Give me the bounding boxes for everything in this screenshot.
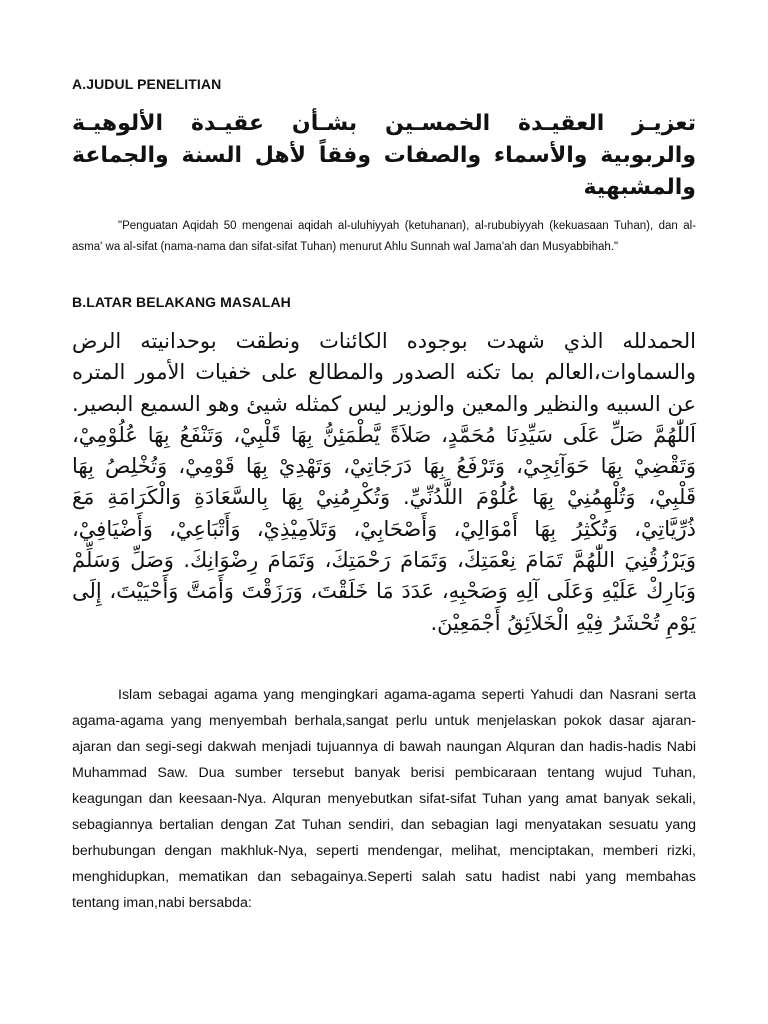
section-a-heading: A.JUDUL PENELITIAN bbox=[72, 76, 222, 92]
section-b-heading: B.LATAR BELAKANG MASALAH bbox=[72, 294, 291, 310]
arabic-research-title: تعزيـز العقيـدة الخمسـين بشـأن عقيـدة الألوهيـة والربوبية والأسماء والصفات وفقاً لأهل السنة والجماعة والمشبهية bbox=[72, 111, 696, 200]
title-translation: "Penguatan Aqidah 50 mengenai aqidah al-uluhiyyah (ketuhanan), al-rububiyyah (kekuasaan Tuhan), dan al-asma' wa al-sifat (nama-nama dan sifat-sifat Tuhan) menurut Ahlu Sunnah wal Jama'ah dan Musyabbihah." bbox=[72, 220, 696, 253]
background-paragraph: Islam sebagai agama yang mengingkari agama-agama seperti Yahudi dan Nasrani serta agama-agama yang menyembah berhala,sangat perlu untuk menjelaskan pokok dasar ajaran-ajaran dan segi-segi dakwah menjadi tujuannya di bawah naungan Alquran dan hadis-hadis Nabi Muhammad Saw. Dua sumber tersebut banyak berisi pembicaraan tentang wujud Tuhan, keagungan dan keesaan-Nya. Alquran menyebutkan sifat-sifat Tuhan yang amat banyak sekali, sebagiannya bertalian dengan Zat Tuhan sendiri, dan sebagian lagi menyatakan sesuatu yang berhubungan dengan makhluk-Nya, seperti mendengar, melihat, menciptakan, memberi rizki, menghidupkan, mematikan dan sebagainya.Seperti salah satu hadist nabi yang membahas tentang iman,nabi bersabda: bbox=[72, 687, 696, 911]
arabic-opening-prayer: الحمدلله الذي شهدت بوجوده الكائنات ونطقت بوحدانيته الرض والسماوات،العالم بما تكنه الصدور والمطالع على خفيات الأمور المتره عن السبيه والنظير والمعين والوزير ليس كمثله شيئ وهو السميع البصير. اَللّٰهُمَّ صَلِّ عَلَى سَيِّدِنَا مُحَمَّدٍ، صَلاَةً يَّطْمَئِنُّ بِهَا قَلْبِيْ، وَتَنْفَعُ بِهَا عُلُوْمِيْ، وَتَقْضِيْ بِهَا حَوَآئِجِيْ، وَتَرْفَعُ بِهَا دَرَجَاتِيْ، وَتَهْدِيْ بِهَا قَوْمِيْ، وَتُخْلِصُ بِهَا قَلْبِيْ، وَتُلْهِمُنِيْ بِهَا عُلُوْمَ اللَّدُنِّيِّ. وَتُكْرِمُنِيْ بِهَا بِالسَّعَادَةِ وَالْكَرَامَةِ مَعَ ذُرِّيَّاتِيْ، وَتُكْثِرُ بِهَا أَمْوَالِيْ، وَأَصْحَابِيْ، وَتَلاَمِيْذِيْ، وَأَتْبَاعِيْ، وَأَضْيَافِيْ، وَيَرْزُقُنِيَ اللّٰهُمَّ تَمَامَ نِعْمَتِكَ، وَتَمَامَ رَحْمَتِكَ، وَتَمَامَ رِضْوَانِكَ. وَصَلِّ وَسَلِّمْ وَبَارِكْ عَلَيْهِ وَعَلَى آلِهِ وَصَحْبِهِ، عَدَدَ مَا خَلَقْتَ، وَرَزَقْتَ وَأَمَتَّ وَأَحْيَيْتَ، إِلَى يَوْمِ تُحْشَرُ فِيْهِ الْخَلاَئِقُ أَجْمَعِيْنَ. bbox=[72, 329, 696, 635]
